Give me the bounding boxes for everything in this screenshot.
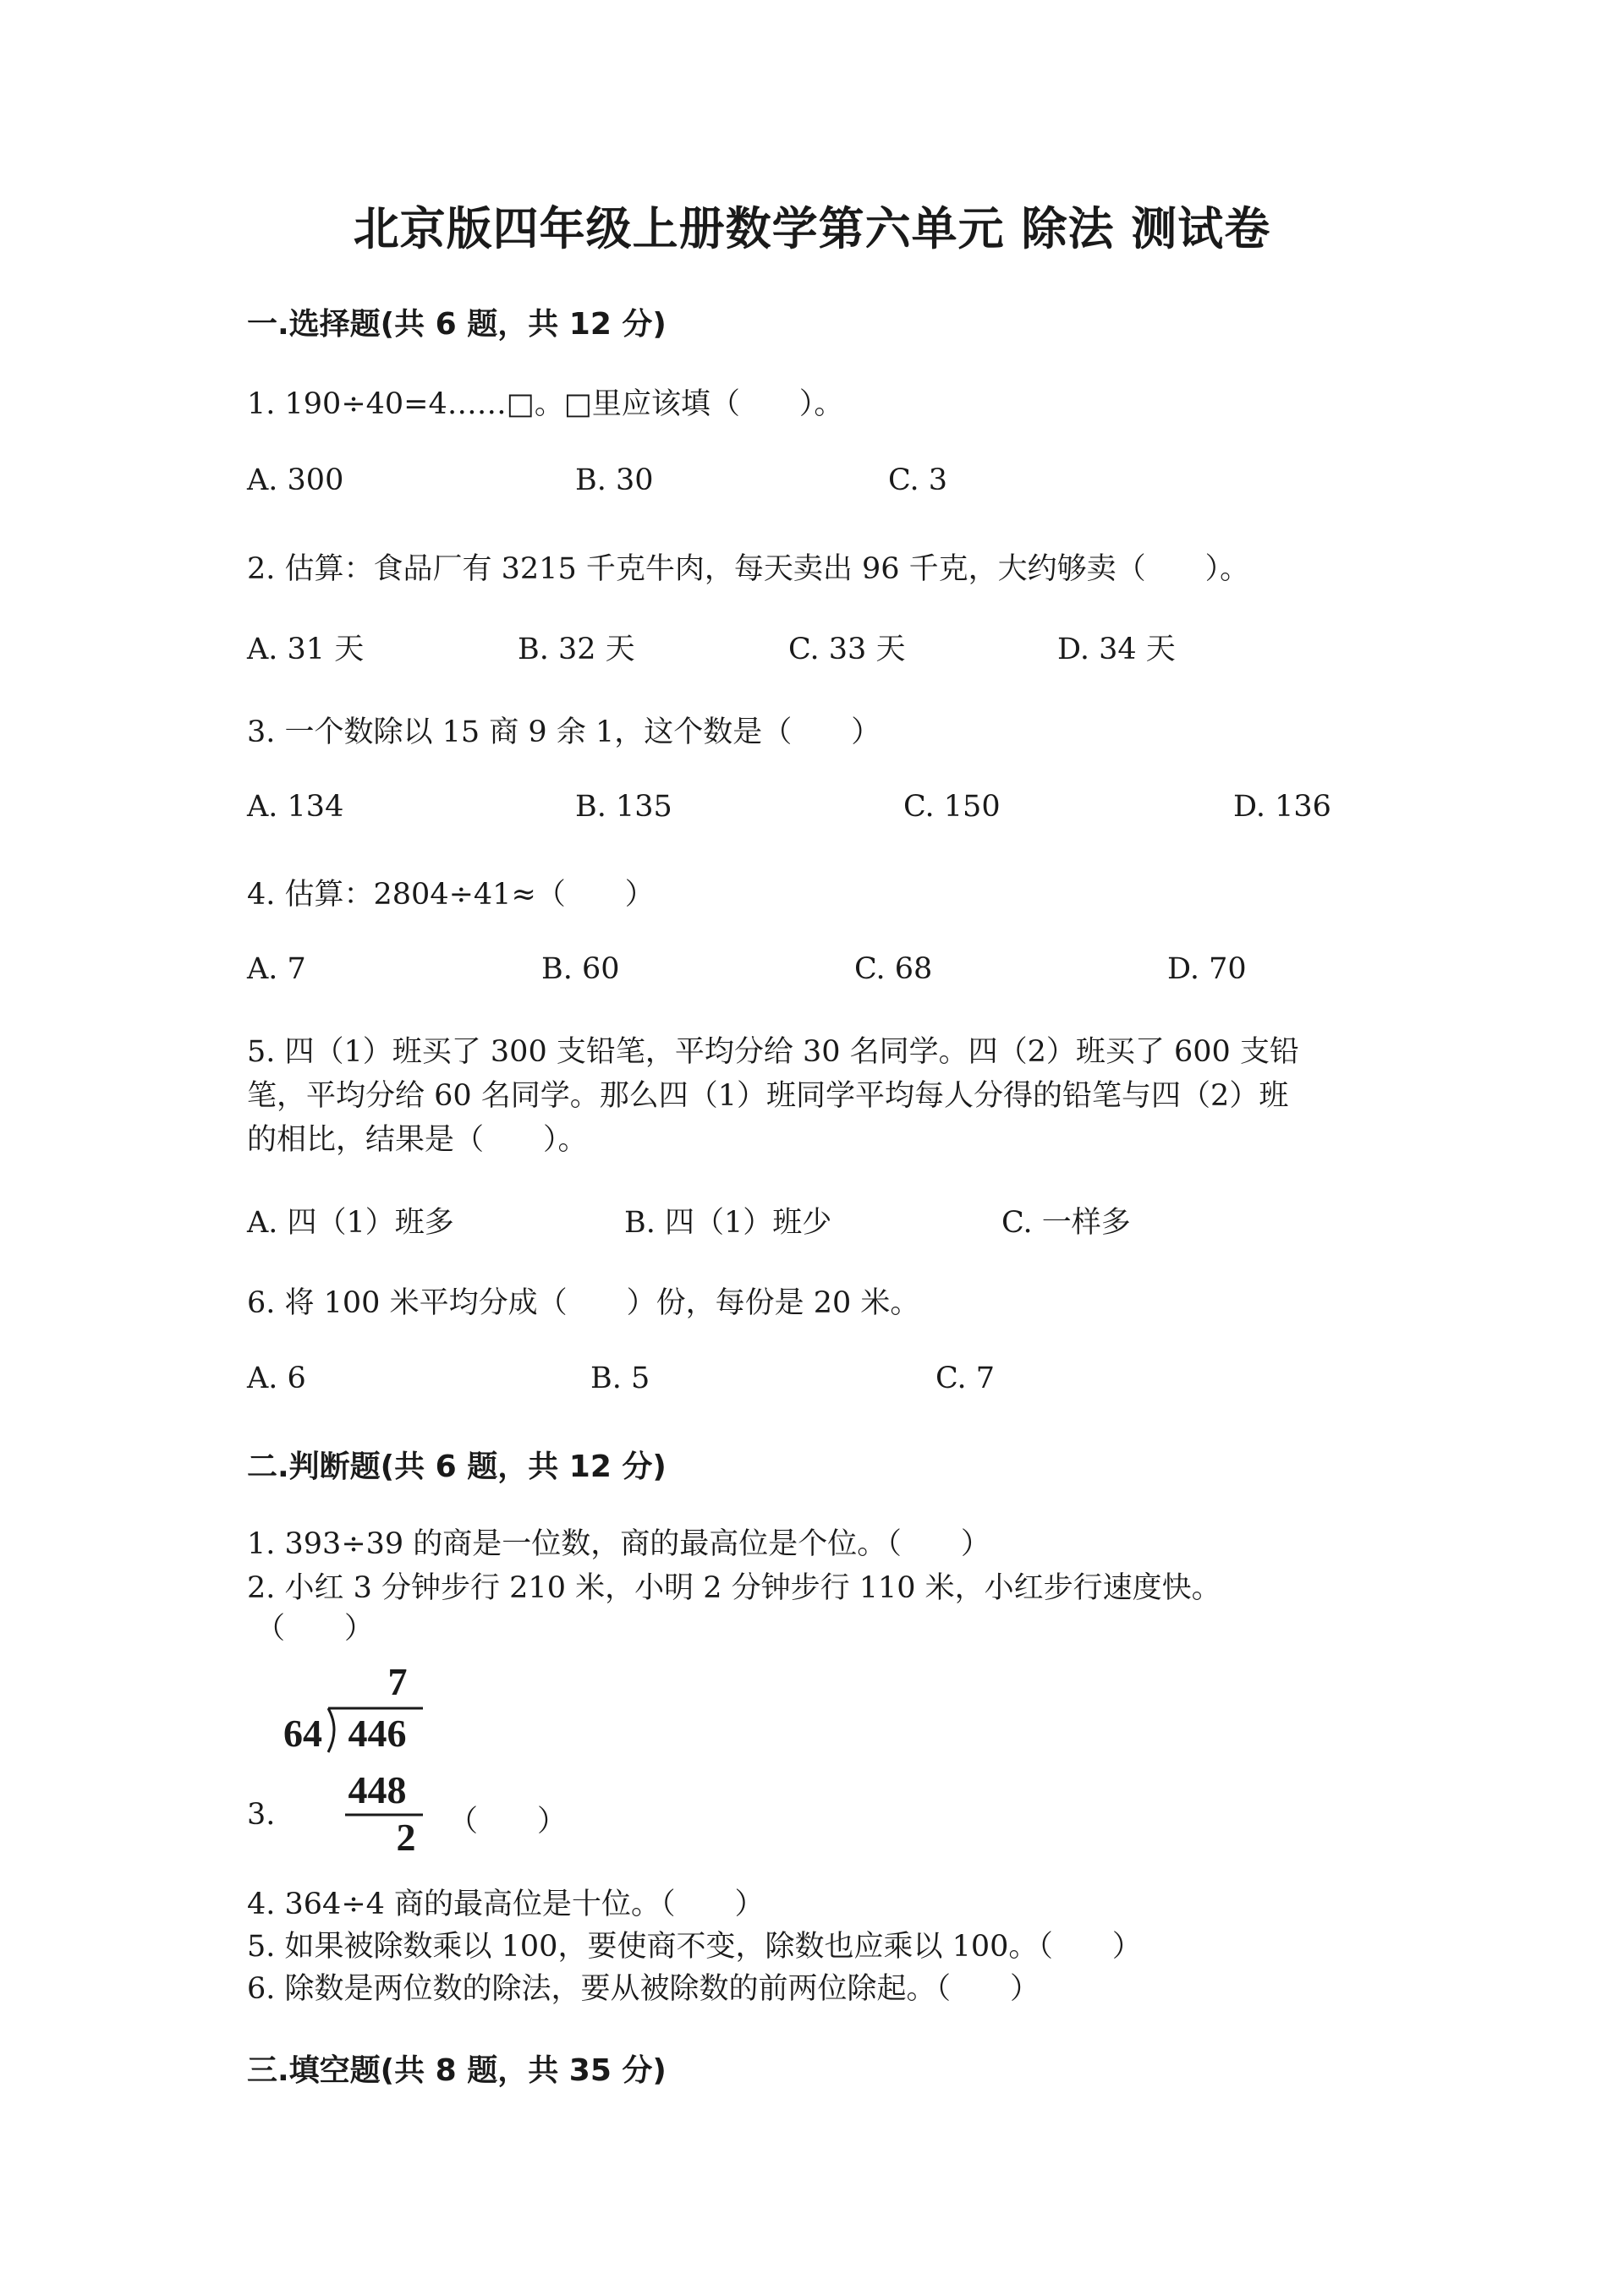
q3-option-b: B. 135 <box>575 790 672 824</box>
judge-3-blank: （ ） <box>448 1805 568 1838</box>
question-5-line-1: 5. 四（1）班买了 300 支铅笔，平均分给 30 名同学。四（2）班买了 600 支铅 <box>247 1035 1299 1069</box>
judge-1: 1. 393÷39 的商是一位数，商的最高位是个位。（ ） <box>247 1527 990 1561</box>
q2-option-a: A. 31 天 <box>247 633 365 666</box>
section-heading-fill: 三.填空题(共 8 题，共 35 分) <box>247 2053 667 2088</box>
judge-3-number: 3. <box>247 1798 276 1832</box>
division-dividend: 446 <box>348 1712 407 1755</box>
q6-option-b: B. 5 <box>590 1362 650 1395</box>
q3-option-c: C. 150 <box>903 790 1001 824</box>
q2-option-d: D. 34 天 <box>1057 633 1176 666</box>
judge-2-line-1: 2. 小红 3 分钟步行 210 米，小明 2 分钟步行 110 米，小红步行速度快。 <box>247 1571 1221 1605</box>
q6-option-a: A. 6 <box>247 1362 306 1395</box>
q4-option-c: C. 68 <box>854 952 933 986</box>
division-quotient: 7 <box>387 1660 408 1703</box>
q2-option-b: B. 32 天 <box>518 633 635 666</box>
section-heading-choice: 一.选择题(共 6 题，共 12 分) <box>247 307 667 342</box>
judge-2-line-2: （ ） <box>255 1612 375 1646</box>
q4-option-d: D. 70 <box>1167 952 1247 986</box>
question-2-stem: 2. 估算：食品厂有 3215 千克牛肉，每天卖出 96 千克，大约够卖（ ）。 <box>247 552 1250 586</box>
q5-option-a: A. 四（1）班多 <box>247 1206 454 1240</box>
division-divisor: 64 <box>283 1712 322 1755</box>
q5-option-c: C. 一样多 <box>1001 1206 1131 1240</box>
question-5-line-2: 笔，平均分给 60 名同学。那么四（1）班同学平均每人分得的铅笔与四（2）班 <box>247 1079 1289 1113</box>
q3-option-a: A. 134 <box>247 790 344 824</box>
question-3-stem: 3. 一个数除以 15 商 9 余 1，这个数是（ ） <box>247 715 881 749</box>
q3-option-d: D. 136 <box>1233 790 1331 824</box>
section-heading-judge: 二.判断题(共 6 题，共 12 分) <box>247 1449 667 1484</box>
division-remainder: 2 <box>396 1816 416 1852</box>
question-5-stem <box>247 1030 1397 1162</box>
q4-option-a: A. 7 <box>247 952 306 986</box>
question-5-line-3: 的相比，结果是（ ）。 <box>247 1123 588 1157</box>
q5-option-b: B. 四（1）班少 <box>624 1206 832 1240</box>
division-bracket <box>328 1708 334 1752</box>
judge-5: 5. 如果被除数乘以 100，要使商不变，除数也应乘以 100。（ ） <box>247 1930 1142 1964</box>
question-1-stem: 1. 190÷40=4……□。□里应该填（ ）。 <box>247 387 844 421</box>
division-product: 448 <box>348 1768 407 1811</box>
q6-option-c: C. 7 <box>935 1362 996 1395</box>
long-division-figure <box>279 1658 431 1852</box>
q1-option-b: B. 30 <box>575 463 654 497</box>
question-4-stem: 4. 估算：2804÷41≈（ ） <box>247 878 655 912</box>
q1-option-a: A. 300 <box>247 463 344 497</box>
question-6-stem: 6. 将 100 米平均分成（ ）份，每份是 20 米。 <box>247 1286 920 1320</box>
q4-option-b: B. 60 <box>541 952 620 986</box>
q2-option-c: C. 33 天 <box>788 633 906 666</box>
judge-6: 6. 除数是两位数的除法，要从被除数的前两位除起。（ ） <box>247 1972 1040 2006</box>
judge-4: 4. 364÷4 商的最高位是十位。（ ） <box>247 1888 765 1921</box>
page-title: 北京版四年级上册数学第六单元 除法 测试卷 <box>353 202 1271 255</box>
q1-option-c: C. 3 <box>888 463 948 497</box>
